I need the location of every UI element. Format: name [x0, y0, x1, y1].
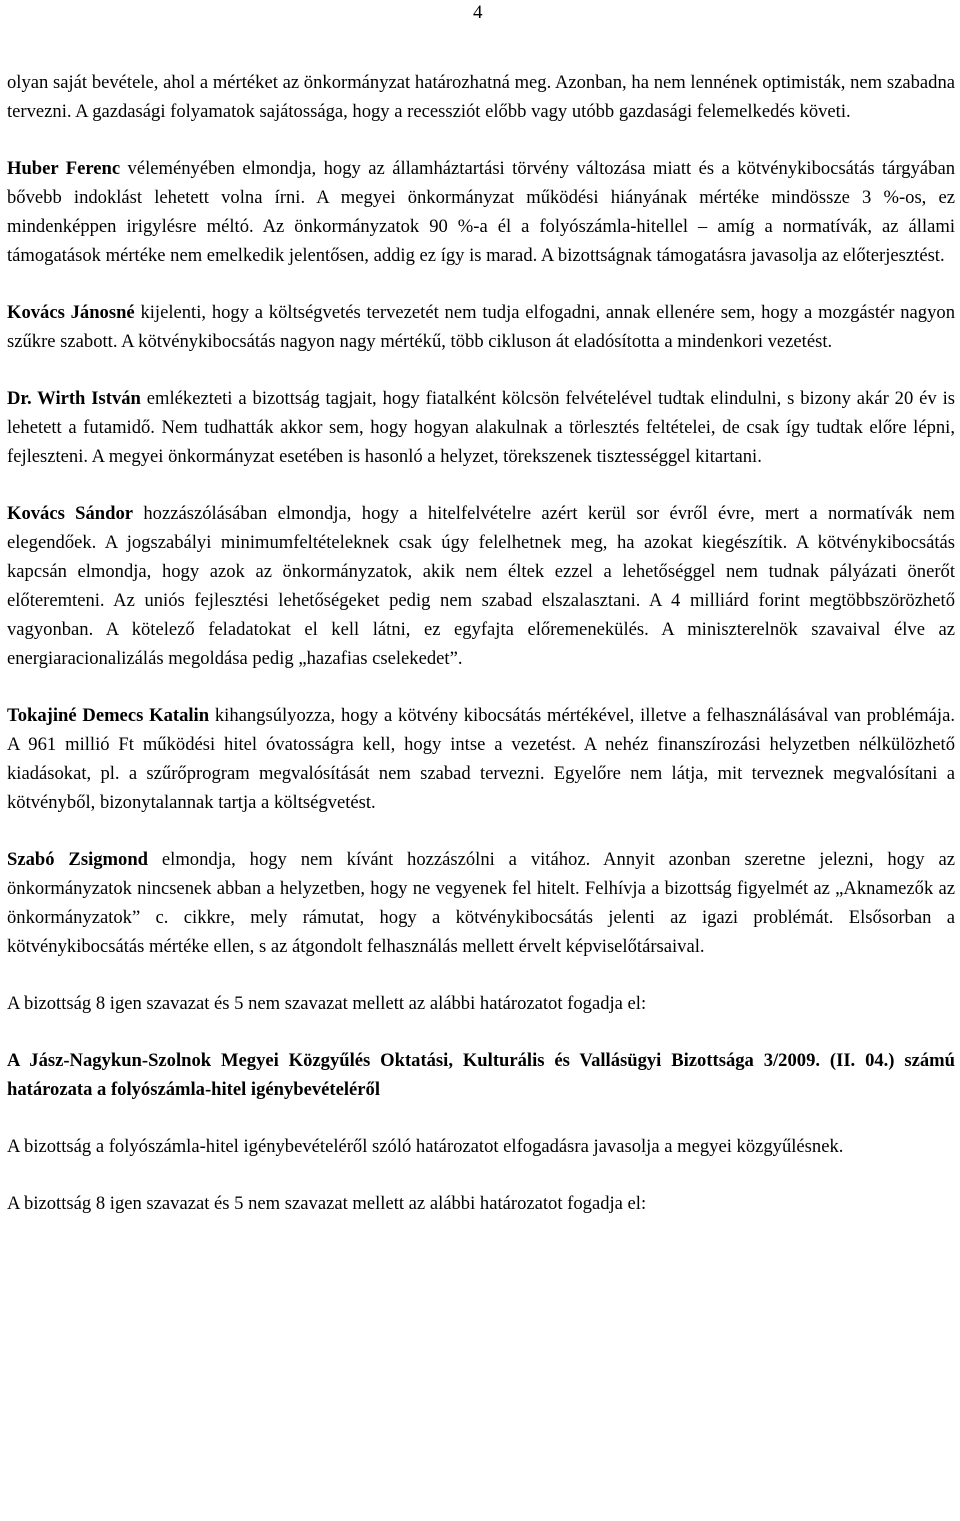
document-body: [7, 68, 955, 1246]
resolution-text: A bizottság a folyószámla-hitel igénybevételéről szóló határozatot elfogadásra javasolja a megyei közgyűlésnek.: [7, 1136, 844, 1157]
vote-statement: A bizottság 8 igen szavazat és 5 nem szavazat mellett az alábbi határozatot fogadja el:: [7, 993, 647, 1014]
paragraph-text: emlékezteti a bizottság tagjait, hogy fiatalként kölcsön felvételével tudtak elindulni, s bizony akár 20 év is lehetett a futamidő. Nem tudhatták akkor sem, hogy hogyan alakulnak a törlesztés feltételei, de csak így tudtak előre lépni, fejleszteni. A megyei önkormányzat esetében is hasonló a helyzet, törekszenek tisztességgel kitartani.: [7, 388, 955, 467]
paragraph-text: véleményében elmondja, hogy az államháztartási törvény változása miatt és a kötvénykibocsátás tárgyában bővebb indoklást lehetett volna írni. A megyei önkormányzat működési hiányának mértéke mindössze 3 %-os, ez mindenképpen irigylésre méltó. Az önkormányzatok 90 %-a él a folyószámla-hitellel – amíg a normatívák, az állami támogatások mértéke nem emelkedik jelentősen, addig ez így is marad. A bizottságnak támogatásra javasolja az előterjesztést.: [7, 158, 955, 266]
page-number: 4: [473, 2, 483, 23]
paragraph-tokajine-demecs-katalin: [7, 701, 955, 817]
paragraph-text: kihangsúlyozza, hogy a kötvény kibocsátás mértékével, illetve a felhasználásával van problémája. A 961 millió Ft működési hitel óvatosságra kell, hogy intse a vezetést. A nehéz finanszírozási helyzetben nélkülözhető kiadásokat, pl. a szűrőprogram megvalósítását nem szabad tervezni. Egyelőre nem látja, mit terveznek megvalósítani a kötvényből, bizonytalannak tartja a költségvetést.: [7, 705, 955, 813]
resolution-title: A Jász-Nagykun-Szolnok Megyei Közgyűlés Oktatási, Kulturális és Vallásügyi Bizottsága 3/2009. (II. 04.) számú határozata a folyószámla-hitel igénybevételéről: [7, 1050, 955, 1100]
speaker-name: Kovács Jánosné: [7, 302, 135, 323]
paragraph-wirth-istvan: [7, 384, 955, 471]
speaker-name: Kovács Sándor: [7, 503, 134, 524]
paragraph-text: olyan saját bevétele, ahol a mértéket az önkormányzat határozhatná meg. Azonban, ha nem lennének optimisták, nem szabadna tervezni. A gazdasági folyamatok sajátossága, hogy a recessziót előbb vagy utóbb gazdasági felemelkedés követi.: [7, 72, 955, 122]
speaker-name: Tokajiné Demecs Katalin: [7, 705, 210, 726]
paragraph-text: kijelenti, hogy a költségvetés tervezetét nem tudja elfogadni, annak ellenére sem, hogy a mozgástér nagyon szűkre szabott. A kötvénykibocsátás nagyon nagy mértékű, több cikluson át eladósította a mindenkori vezetést.: [7, 302, 955, 352]
paragraph-kovacs-sandor: [7, 499, 955, 673]
paragraph-kovacs-janosne: [7, 298, 955, 356]
paragraph-text: elmondja, hogy nem kívánt hozzászólni a vitához. Annyit azonban szeretne jelezni, hogy az önkormányzatok nincsenek abban a helyzetben, hogy ne vegyenek fel hitelt. Felhívja a bizottság figyelmét az „Aknamezők az önkormányzatok” c. cikkre, mely rámutat, hogy a kötvénykibocsátás jelenti az igazi problémát. Elsősorban a kötvénykibocsátás mértéke ellen, s az átgondolt felhasználás mellett érvelt képviselőtársaival.: [7, 849, 955, 957]
speaker-name: Szabó Zsigmond: [7, 849, 148, 870]
paragraph-text: hozzászólásában elmondja, hogy a hitelfelvételre azért kerül sor évről évre, mert a normatívák nem elegendőek. A jogszabályi minimumfeltételeknek csak úgy felelhetnek meg, ha azokat kiegészítik. A kötvénykibocsátás kapcsán elmondja, hogy azok az önkormányzatok, akik nem éltek ezzel a lehetőséggel nem tudnak pályázati önerőt előteremteni. Az uniós fejlesztési lehetőségeket pedig nem szabad elszalasztani. A 4 milliárd forint megtöbbszörözhető vagyonban. A kötelező feladatokat el kell látni, ez egyfajta előremenekülés. A miniszterelnök szavaival élve az energiaracionalizálás megoldása pedig „hazafias cselekedet”.: [7, 503, 955, 669]
paragraph-continuation: [7, 68, 955, 126]
paragraph-szabo-zsigmond: [7, 845, 955, 961]
paragraph-huber-ferenc: [7, 154, 955, 270]
speaker-name: Dr. Wirth István: [7, 388, 141, 409]
speaker-name: Huber Ferenc: [7, 158, 121, 179]
vote-statement-second: A bizottság 8 igen szavazat és 5 nem szavazat mellett az alábbi határozatot fogadja el:: [7, 1193, 647, 1214]
